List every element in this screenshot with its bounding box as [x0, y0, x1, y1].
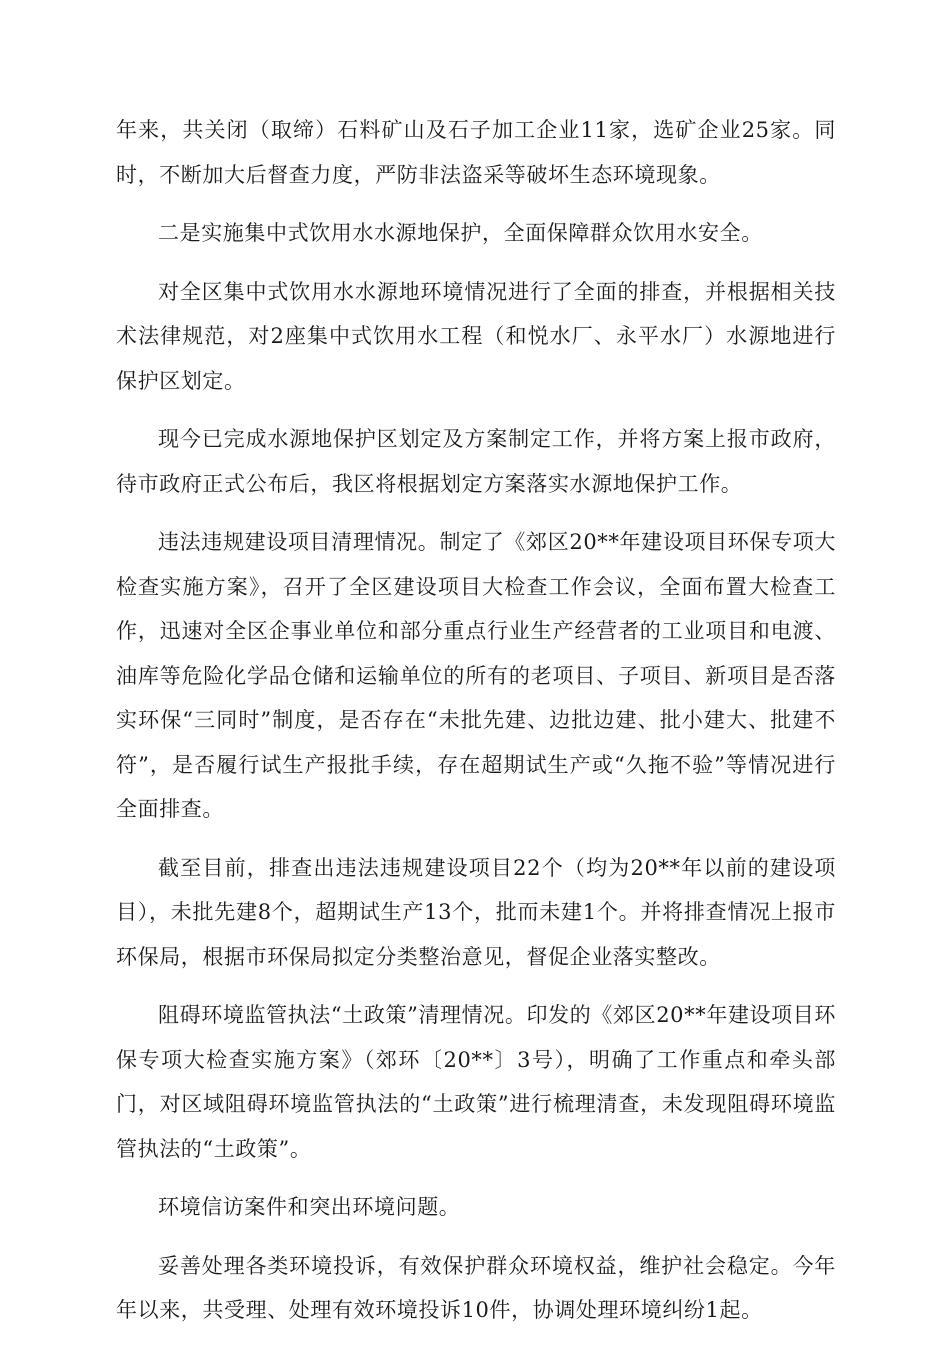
paragraph-local-policy-cleanup: 阻碍环境监管执法“土政策”清理情况。印发的《郊区20**年建设项目环保专项大检查实施方案》（郊环〔20**〕3号），明确了工作重点和牵头部门，对区域阻碍环境监管执法的“土政策”进行梳理清查，未发现阻碍环境监管执法的“土政策”。 — [116, 1003, 836, 1161]
paragraph-water-source-survey: 对全区集中式饮用水水源地环境情况进行了全面的排查，并根据相关技术法律规范，对2座集中式饮用水工程（和悦水厂、永平水厂）水源地进行保护区划定。 — [116, 279, 836, 393]
paragraph-complaints-handling: 妥善处理各类环境投诉，有效保护群众环境权益，维护社会稳定。今年年以来，共受理、处理有效环境投诉10件，协调处理环境纠纷1起。 — [116, 1253, 836, 1322]
paragraph-investigation-results: 截至目前，排查出违法违规建设项目22个（均为20**年以前的建设项目），未批先建8个，超期试生产13个，批而未建1个。并将排查情况上报市环保局，根据市环保局拟定分类整治意见，督促企业落实整改。 — [116, 855, 836, 969]
document-body — [116, 108, 836, 1347]
paragraph-heading-petitions: 环境信访案件和突出环境问题。 — [158, 1195, 461, 1219]
paragraph-illegal-projects-cleanup: 违法违规建设项目清理情况。制定了《郊区20**年建设项目环保专项大检查实施方案》，召开了全区建设项目大检查工作会议，全面布置大检查工作，迅速对全区企事业单位和部分重点行业生产经营者的工业项目和电渡、油库等危险化学品仓储和运输单位的所有的老项目、子项目、新项目是否落实环保“三同时”制度，是否存在“未批先建、边批边建、批小建大、批建不符”，是否履行试生产报批手续，存在超期试生产或“久拖不验”等情况进行全面排查。 — [116, 530, 836, 821]
paragraph-continued: 年来，共关闭（取缔）石料矿山及石子加工企业11家，选矿企业25家。同时，不断加大后督查力度，严防非法盗采等破坏生态环境现象。 — [116, 118, 836, 187]
paragraph-protection-plan: 现今已完成水源地保护区划定及方案制定工作，并将方案上报市政府，待市政府正式公布后，我区将根据划定方案落实水源地保护工作。 — [116, 427, 836, 496]
paragraph-heading-water-source: 二是实施集中式饮用水水源地保护，全面保障群众饮用水安全。 — [158, 221, 763, 245]
